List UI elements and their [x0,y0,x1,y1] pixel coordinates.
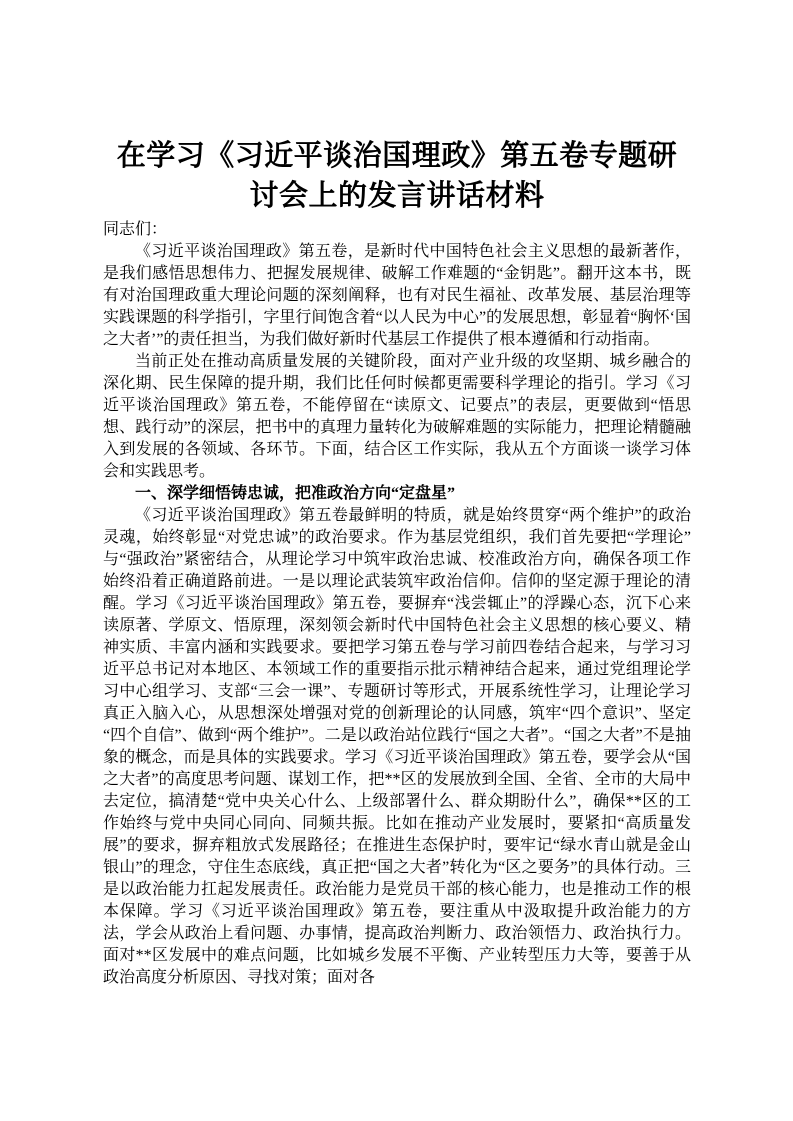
paragraph-section-1-body: 《习近平谈治国理政》第五卷最鲜明的特质，就是始终贯穿“两个维护”的政治灵魂，始终彰显“对党忠诚”的政治要求。作为基层党组织，我们首先要把“学理论”与“强政治”紧密结合，从理论学习中筑牢政治忠诚、校准政治方向，确保各项工作始终沿着正确道路前进。一是以理论武装筑牢政治信仰。信仰的坚定源于理论的清醒。学习《习近平谈治国理政》第五卷，要摒弃“浅尝辄止”的浮躁心态，沉下心来读原著、学原文、悟原理，深刻领会新时代中国特色社会主义思想的核心要义、精神实质、丰富内涵和实践要求。要把学习第五卷与学习前四卷结合起来，与学习习近平总书记对本地区、本领域工作的重要指示批示精神结合起来，通过党组理论学习中心组学习、支部“三会一课”、专题研讨等形式，开展系统性学习，让理论学习真正入脑入心，从思想深处增强对党的创新理论的认同感，筑牢“四个意识”、坚定“四个自信”、做到“两个维护”。二是以政治站位践行“国之大者”。“国之大者”不是抽象的概念，而是具体的实践要求。学习《习近平谈治国理政》第五卷，要学会从“国之大者”的高度思考问题、谋划工作，把**区的发展放到全国、全省、全市的大局中去定位，搞清楚“党中央关心什么、上级部署什么、群众期盼什么”，确保**区的工作始终与党中央同心同向、同频共振。比如在推动产业发展时，要紧扣“高质量发展”的要求，摒弃粗放式发展路径；在推进生态保护时，要牢记“绿水青山就是金山银山”的理念，守住生态底线，真正把“国之大者”转化为“区之要务”的具体行动。三是以政治能力扛起发展责任。政治能力是党员干部的核心能力，也是推动工作的根本保障。学习《习近平谈治国理政》第五卷，要注重从中汲取提升政治能力的方法，学会从政治上看问题、办事情，提高政治判断力、政治领悟力、政治执行力。面对**区发展中的难点问题，比如城乡发展不平衡、产业转型压力大等，要善于从政治高度分析原因、寻找对策；面对各 [103,507,691,986]
salutation: 同志们： [103,221,168,238]
section-heading-1: 一、深学细悟铸忠诚，把准政治方向“定盘星” [135,485,456,502]
paragraph-intro: 《习近平谈治国理政》第五卷，是新时代中国特色社会主义思想的最新著作，是我们感悟思想伟力、把握发展规律、破解工作难题的“金钥匙”。翻开这本书，既有对治国理政重大理论问题的深刻阐释，也有对民生福祉、改革发展、基层治理等实践课题的科学指引，字里行间饱含着“以人民为中心”的发展思想，彰显着“胸怀‘国之大者’”的责任担当，为我们做好新时代基层工作提供了根本遵循和行动指南。 [103,243,691,348]
paragraph-context: 当前正处在推动高质量发展的关键阶段，面对产业升级的攻坚期、城乡融合的深化期、民生保障的提升期，我们比任何时候都更需要科学理论的指引。学习《习近平谈治国理政》第五卷，不能停留在“读原文、记要点”的表层，更要做到“悟思想、践行动”的深层，把书中的真理力量转化为破解难题的实际能力，把理论精髓融入到发展的各领域、各环节。下面，结合区工作实际，我从五个方面谈一谈学习体会和实践思考。 [103,353,691,480]
document-title: 在学习《习近平谈治国理政》第五卷专题研讨会上的发言讲话材料 [116,140,678,212]
